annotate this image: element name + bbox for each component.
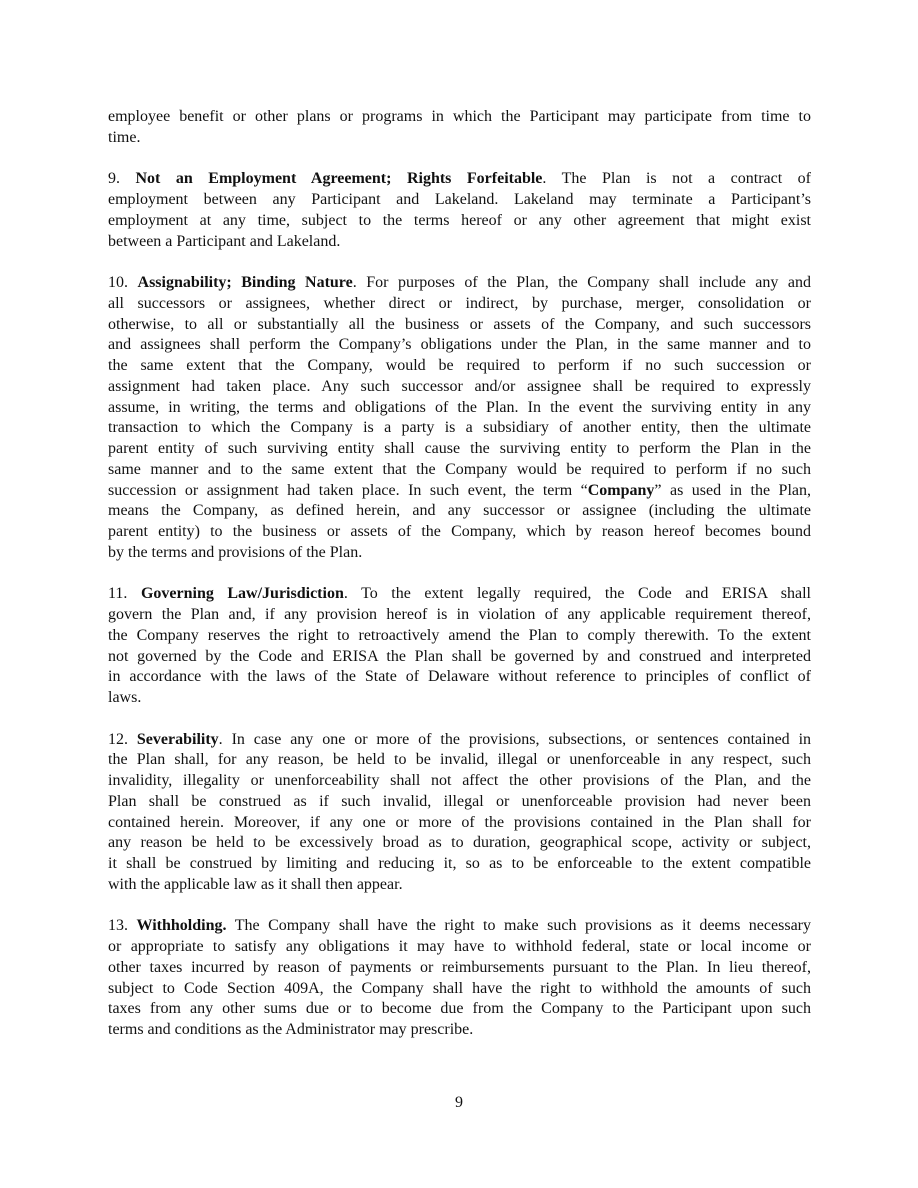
document-page	[108, 107, 811, 1062]
section-heading: Withholding.	[136, 917, 227, 935]
text-line	[108, 730, 811, 751]
text-line	[108, 605, 811, 626]
text-segment: 12.	[108, 730, 137, 748]
text-line	[108, 854, 811, 875]
paragraph	[108, 916, 811, 1041]
text-line	[108, 211, 811, 232]
text-line	[108, 584, 811, 605]
text-segment: it shall be construed by limiting and reducing it, so as to be enforceable to the extent compatible	[108, 855, 811, 872]
section-heading: Company	[587, 481, 655, 499]
text-segment: the Plan shall, for any reason, be held to be invalid, illegal or unenforceable in any respect, such	[108, 751, 811, 769]
text-line	[108, 107, 811, 128]
text-line	[108, 958, 811, 979]
paragraph	[108, 584, 811, 709]
section-heading: Governing Law/Jurisdiction	[140, 585, 344, 603]
text-segment: ” as used in the Plan,	[654, 481, 811, 499]
text-segment: employment between any Participant and Lakeland. Lakeland may terminate a Participant’s	[108, 191, 811, 208]
text-segment: between a Participant and Lakeland.	[108, 232, 341, 250]
text-line	[108, 1020, 811, 1041]
text-line	[108, 875, 811, 896]
text-line	[108, 833, 811, 854]
section-heading: Assignability; Binding Nature	[137, 274, 353, 291]
text-segment: any reason be held to be excessively broad as to duration, geographical scope, activity or subject,	[108, 834, 811, 852]
text-line	[108, 273, 811, 294]
text-segment: 13.	[108, 917, 137, 935]
text-segment: in accordance with the laws of the State of Delaware without reference to principles of conflict of	[108, 668, 811, 686]
text-segment: not governed by the Code and ERISA the Plan shall be governed by and construed and interpreted	[108, 647, 811, 665]
text-line	[108, 232, 811, 253]
text-segment: time.	[108, 128, 141, 146]
text-segment: subject to Code Section 409A, the Company shall have the right to withhold the amounts of such	[108, 979, 811, 997]
text-segment: contained herein. Moreover, if any one or more of the provisions contained in the Plan shall for	[108, 813, 811, 831]
text-segment: assume, in writing, the terms and obligations of the Plan. In the event the surviving entity in any	[108, 398, 811, 416]
text-line	[108, 771, 811, 792]
text-line	[108, 647, 811, 668]
text-line	[108, 501, 811, 522]
text-line	[108, 626, 811, 647]
text-segment: other taxes incurred by reason of payments or reimbursements pursuant to the Plan. In lieu thereof,	[108, 958, 811, 976]
text-segment: 11.	[108, 585, 141, 603]
text-line	[108, 543, 811, 564]
text-line	[108, 999, 811, 1020]
section-heading: Not an Employment Agreement; Rights Forfeitable	[135, 170, 543, 188]
text-segment: Plan shall be construed as if such invalid, illegal or unenforceable provision had never been	[108, 792, 811, 810]
text-line	[108, 813, 811, 834]
paragraph	[108, 730, 811, 896]
text-line	[108, 750, 811, 771]
text-segment: The Company shall have the right to make such provisions as it deems necessary	[226, 917, 811, 935]
text-segment: invalidity, illegality or unenforceability shall not affect the other provisions of the Plan, and the	[108, 772, 811, 789]
text-segment: means the Company, as defined herein, and any successor or assignee (including the ultimate	[108, 502, 811, 520]
text-segment: with the applicable law as it shall then appear.	[108, 875, 403, 893]
text-segment: laws.	[108, 689, 142, 706]
text-line	[108, 979, 811, 1000]
text-line	[108, 418, 811, 439]
text-segment: 9.	[108, 170, 136, 188]
text-line	[108, 356, 811, 377]
text-segment: employment at any time, subject to the terms hereof or any other agreement that might exist	[108, 211, 811, 229]
text-segment: otherwise, to all or substantially all the business or assets of the Company, and such successors	[108, 315, 811, 333]
text-segment: assignment had taken place. Any such successor and/or assignee shall be required to expressly	[108, 377, 811, 395]
text-segment: and assignees shall perform the Company’s obligations under the Plan, in the same manner and to	[108, 336, 811, 354]
text-segment: . In case any one or more of the provisions, subsections, or sentences contained in	[218, 730, 812, 748]
text-line	[108, 460, 811, 481]
text-line	[108, 522, 811, 543]
text-line	[108, 128, 811, 149]
text-line	[108, 439, 811, 460]
text-segment: . To the extent legally required, the Code and ERISA shall	[343, 585, 812, 603]
text-line	[108, 916, 811, 937]
text-segment: . The Plan is not a contract of	[542, 170, 811, 188]
text-segment: by the terms and provisions of the Plan.	[108, 543, 363, 561]
text-line	[108, 294, 811, 315]
page-number: 9	[455, 1094, 463, 1111]
text-segment: the Company reserves the right to retroactively amend the Plan to comply therewith. To the extent	[108, 626, 811, 644]
paragraph	[108, 107, 811, 149]
text-segment: all successors or assignees, whether direct or indirect, by purchase, merger, consolidation or	[108, 294, 811, 312]
text-line	[108, 481, 811, 502]
text-line	[108, 335, 811, 356]
text-segment: employee benefit or other plans or programs in which the Participant may participate from time to	[108, 108, 811, 125]
text-segment: same manner and to the same extent that the Company would be required to perform if no such	[108, 460, 811, 478]
text-segment: taxes from any other sums due or to become due from the Company to the Participant upon such	[108, 1000, 811, 1018]
text-line	[108, 667, 811, 688]
text-line	[108, 169, 811, 190]
text-line	[108, 190, 811, 211]
text-segment: transaction to which the Company is a party is a subsidiary of another entity, then the ultimate	[108, 419, 811, 437]
text-segment: govern the Plan and, if any provision hereof is in violation of any applicable requirement thereof,	[108, 606, 811, 623]
text-line	[108, 937, 811, 958]
text-segment: succession or assignment had taken place. In such event, the term “	[108, 481, 588, 499]
section-heading: Severability	[136, 730, 219, 748]
paragraph	[108, 169, 811, 252]
text-segment: parent entity) to the business or assets of the Company, which by reason hereof becomes bound	[108, 523, 811, 540]
text-segment: 10.	[108, 274, 138, 291]
text-segment: terms and conditions as the Administrator may prescribe.	[108, 1021, 474, 1038]
paragraph	[108, 273, 811, 564]
text-segment: . For purposes of the Plan, the Company shall include any and	[352, 274, 812, 291]
text-line	[108, 398, 811, 419]
text-line	[108, 315, 811, 336]
text-segment: parent entity of such surviving entity shall cause the surviving entity to perform the Plan in the	[108, 440, 811, 457]
text-line	[108, 377, 811, 398]
text-segment: or appropriate to satisfy any obligations it may have to withhold federal, state or local income or	[108, 938, 811, 955]
text-line	[108, 688, 811, 709]
text-line	[108, 792, 811, 813]
text-segment: the same extent that the Company, would be required to perform if no such succession or	[108, 357, 811, 374]
